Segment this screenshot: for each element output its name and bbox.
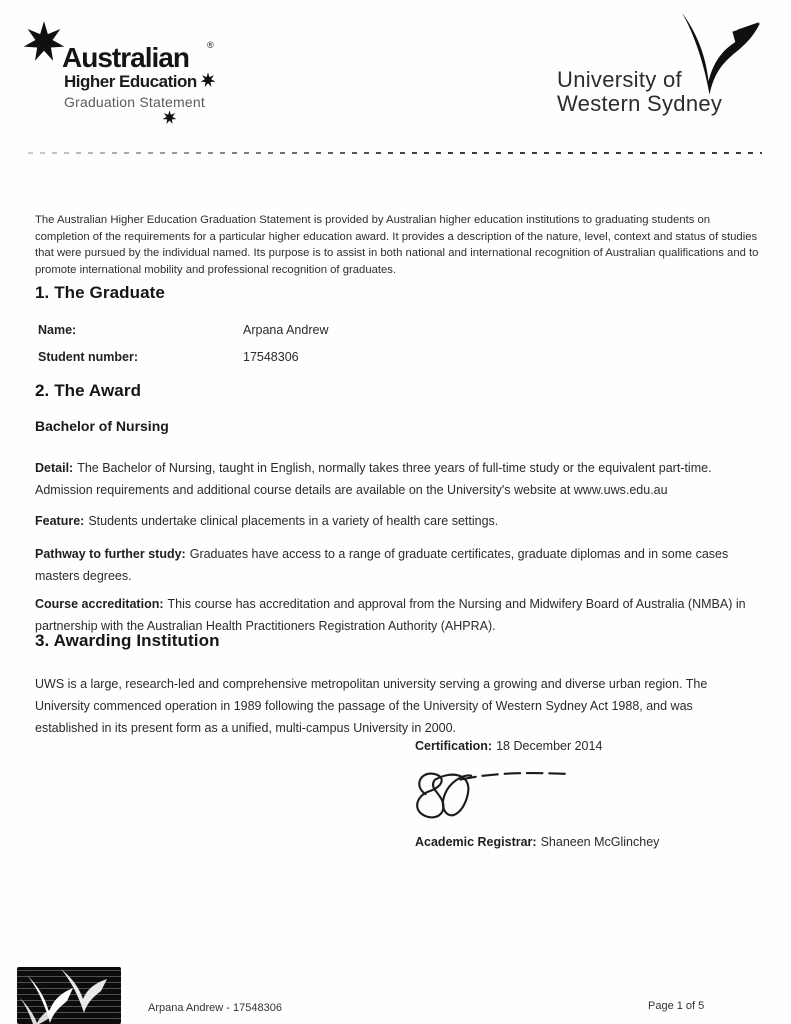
section-heading-award: 2. The Award — [35, 381, 142, 400]
institution-paragraph — [35, 673, 747, 739]
ahegs-logo-tagline: Graduation Statement — [64, 94, 205, 110]
registered-mark: ® — [207, 40, 214, 50]
accreditation-label: Course accreditation: — [35, 596, 164, 611]
section-heading-institution: 3. Awarding Institution — [35, 631, 220, 650]
award-pathway-paragraph — [35, 543, 747, 587]
detail-label: Detail: — [35, 460, 74, 475]
star-icon — [200, 72, 216, 93]
ahegs-logo-title: Australian — [62, 42, 189, 73]
field-row-name — [38, 323, 638, 337]
certification-line — [415, 739, 602, 753]
pathway-label: Pathway to further study: — [35, 546, 186, 561]
award-feature-paragraph — [35, 510, 747, 532]
registrar-line — [415, 835, 659, 849]
intro-paragraph: The Australian Higher Education Graduation Statement is provided by Australian higher education institutions to graduating students on completion of the requirements for a particular higher education award. It provides a description of the nature, level, context and status of studies that were pursued by the individual named. Its purpose is to assist in both national and international recognition of Australian qualifications and to promote international mobility and professional recognition of graduates. — [35, 214, 759, 276]
uws-logo-line1: University of — [557, 67, 682, 92]
student-number-value: 17548306 — [243, 350, 299, 364]
registrar-signature-image — [410, 762, 575, 842]
ahegs-logo — [20, 16, 250, 126]
feature-label: Feature: — [35, 513, 85, 528]
security-stamp-image — [17, 967, 121, 1024]
name-value: Arpana Andrew — [243, 323, 329, 337]
uws-logo — [545, 8, 770, 123]
certification-date: 18 December 2014 — [496, 739, 603, 753]
award-detail-paragraph — [35, 457, 747, 501]
certification-label: Certification: — [415, 739, 493, 753]
dotted-separator — [28, 151, 762, 154]
uws-logo-line2: Western Sydney — [557, 91, 723, 116]
registrar-name: Shaneen McGlinchey — [540, 835, 660, 849]
field-row-student-number — [38, 350, 638, 364]
registrar-label: Academic Registrar: — [415, 835, 537, 849]
ahegs-logo-subtitle: Higher Education — [64, 72, 197, 91]
award-title: Bachelor of Nursing — [35, 418, 169, 434]
name-label: Name: — [38, 323, 77, 337]
feature-text: Students undertake clinical placements in a variety of health care settings. — [88, 513, 499, 528]
commonwealth-star-icon — [22, 20, 66, 69]
award-accreditation-paragraph — [35, 593, 747, 637]
section-heading-graduate: 1. The Graduate — [35, 283, 165, 302]
pathway-text: Graduates have access to a range of graduate certificates, graduate diplomas and in some cases masters degrees. — [35, 546, 729, 583]
accreditation-text: This course has accreditation and approval from the Nursing and Midwifery Board of Australia (NMBA) in partnership with the Australian Health Practitioners Registration Authority (AHPRA). — [35, 596, 746, 633]
star-icon — [162, 110, 177, 130]
detail-text: The Bachelor of Nursing, taught in English, normally takes three years of full-time study or the equivalent part-time. Admission requirements and additional course details are available on the University's website at www.uws.edu.au — [35, 460, 712, 497]
student-number-label: Student number: — [38, 350, 138, 364]
uws-logo-text — [557, 68, 722, 116]
footer-page-number: Page 1 of 5 — [648, 1000, 705, 1012]
institution-text: UWS is a large, research-led and comprehensive metropolitan university serving a growing and diverse urban region. The University commenced operation in 1989 following the passage of the University of Western Sydney Act 1988, and was established in its present form as a unified, multi-campus University in 2000. — [35, 676, 708, 735]
footer-student-line: Arpana Andrew - 17548306 — [148, 1002, 282, 1014]
